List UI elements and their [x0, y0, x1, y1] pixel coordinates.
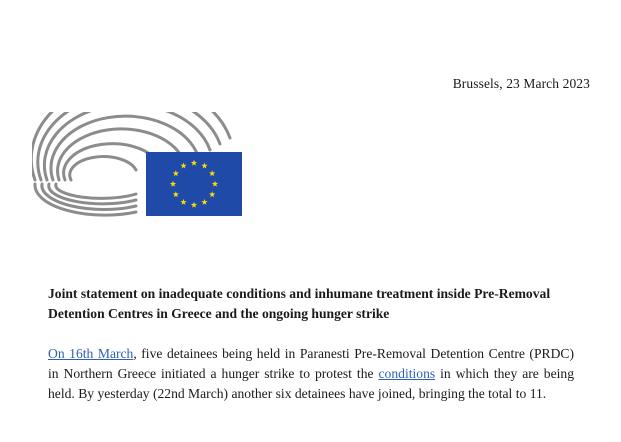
- link-16th-march[interactable]: On 16th March: [48, 346, 134, 361]
- document-date: Brussels, 23 March 2023: [452, 76, 590, 91]
- paragraph-text-2: in which they are being held. By yesterday (22nd March) another six detainees have joined, bringing the total to 11.: [48, 366, 574, 401]
- link-conditions[interactable]: conditions: [378, 366, 436, 381]
- paragraph-text-1: , five detainees being held in Paranesti Pre-Removal Detention Centre (PRDC) in Northern Greece initiated a hunger strike to protest the: [48, 346, 574, 381]
- european-parliament-logo-icon: [32, 112, 244, 218]
- statement-title: Joint statement on inadequate conditions and inhumane treatment inside Pre-Removal Detention Centres in Greece and the ongoing hunger strike: [48, 286, 551, 321]
- statement-paragraph: [48, 344, 574, 404]
